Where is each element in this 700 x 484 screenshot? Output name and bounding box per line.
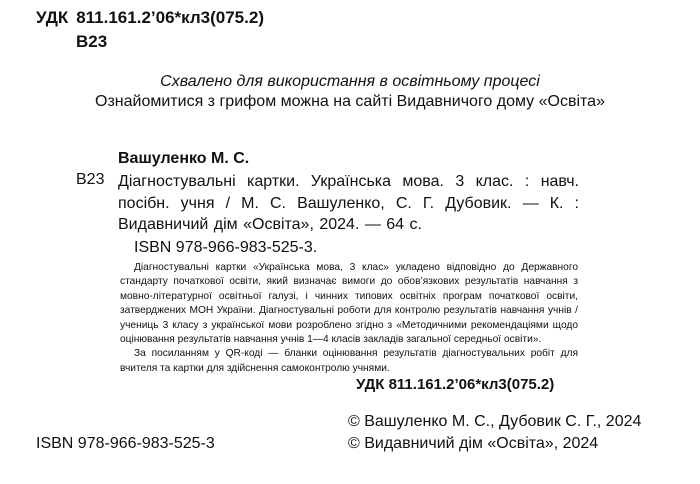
copyright-authors: © Вашуленко М. С., Дубовик С. Г., 2024 (348, 413, 642, 430)
bibliographic-description: Діагностувальні картки. Українська мова. 3 клас. : навч. посібн. учня / М. С. Вашуленко, С. Г. Дубовик. — К. : Видавничий дім «Освіта», 2024. — 64 с. (118, 173, 579, 233)
udk-header (36, 8, 264, 28)
udk-code: 811.161.2’06*кл3(075.2) (76, 8, 264, 27)
bbk-header: В23 (76, 32, 108, 51)
approval-note: Ознайомитися з грифом можна на сайті Видавничого дому «Освіта» (95, 93, 605, 110)
isbn-record: ISBN 978-966-983-525-3. (134, 239, 318, 256)
bbk-index: В23 (76, 171, 105, 188)
copyright-publisher: © Видавничий дім «Освіта», 2024 (348, 435, 599, 452)
annotation-paragraph: Діагностувальні картки «Українська мова, 3 клас» укладено відповідно до Державного стандарту початкової освіти, який визначає вимоги до обов’язкових результатів навчання з мовно-літературної освітньої галузі, і чинних типових освітніх програм початкової освіти, затверджених МОН України. Діагностувальні роботи для контролю результатів навчання учнів / учениць 3 класу з української мови розроблено згідно з «Методичними рекомендаціями щодо оцінювання результатів навчання учнів 1—4 класів закладів загальної середньої освіти». (120, 262, 578, 346)
annotation (120, 261, 578, 376)
author-name: Вашуленко М. С. (118, 150, 250, 167)
udk-footer: УДК 811.161.2’06*кл3(075.2) (356, 376, 555, 393)
udk-label: УДК (36, 8, 69, 27)
approval-statement: Схвалено для використання в освітньому процесі (160, 73, 540, 90)
annotation-paragraph: За посиланням у QR-коді — бланки оцінювання результатів діагностувальних робіт для вчителя та картки для здійснення самоконтролю учнями. (120, 348, 578, 374)
isbn-footer: ISBN 978-966-983-525-3 (36, 435, 215, 452)
